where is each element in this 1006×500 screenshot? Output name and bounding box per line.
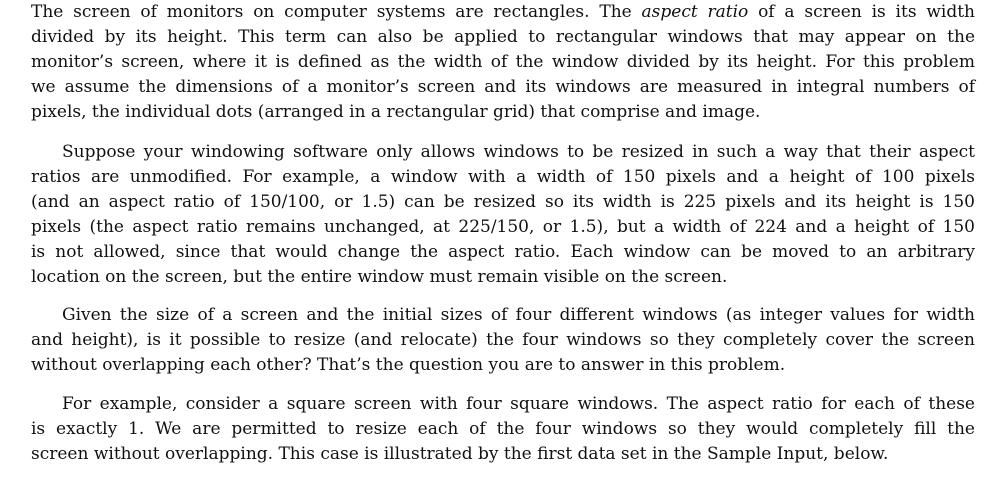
paragraph-problem-question: [31, 303, 975, 378]
paragraph-resize-rules: [31, 140, 975, 290]
text-line: (and an aspect ratio of 150/100, or 1.5) can be resized so its width is 225 pixels and its height is 150: [31, 192, 975, 212]
text-line: without overlapping each other? That’s the question you are to answer in this problem.: [31, 355, 786, 375]
text-line: Given the size of a screen and the initial sizes of four different windows (as integer values for width: [62, 305, 975, 325]
paragraph-example: [31, 392, 975, 467]
text-line: location on the screen, but the entire window must remain visible on the screen.: [31, 267, 728, 287]
text-line: pixels, the individual dots (arranged in a rectangular grid) that comprise and image.: [31, 102, 761, 122]
text-line: Suppose your windowing software only allows windows to be resized in such a way that their aspect: [62, 142, 975, 162]
text-line: is exactly 1. We are permitted to resize each of the four windows so they would completely fill the: [31, 419, 975, 439]
text-line: and height), is it possible to resize (and relocate) the four windows so they completely cover the screen: [31, 330, 975, 350]
text-line: is not allowed, since that would change the aspect ratio. Each window can be moved to an arbitrary: [31, 242, 975, 262]
text-line: divided by its height. This term can also be applied to rectangular windows that may appear on the: [31, 27, 975, 47]
text-line: ratios are unmodified. For example, a window with a width of 150 pixels and a height of 100 pixels: [31, 167, 975, 187]
text-line: The screen of monitors on computer systems are rectangles. The aspect ratio of a screen is its width: [31, 2, 976, 22]
emphasized-term: aspect ratio: [641, 2, 749, 22]
text-line: For example, consider a square screen with four square windows. The aspect ratio for each of these: [62, 394, 975, 414]
text-line: pixels (the aspect ratio remains unchanged, at 225/150, or 1.5), but a width of 224 and a height of 150: [31, 217, 975, 237]
text-line: monitor’s screen, where it is defined as the width of the window divided by its height. For this problem: [31, 52, 975, 72]
text-line: screen without overlapping. This case is illustrated by the first data set in the Sample Input, below.: [31, 444, 889, 464]
text-line: we assume the dimensions of a monitor’s screen and its windows are measured in integral numbers of: [31, 77, 975, 97]
paragraph-aspect-ratio-definition: [31, 0, 975, 125]
